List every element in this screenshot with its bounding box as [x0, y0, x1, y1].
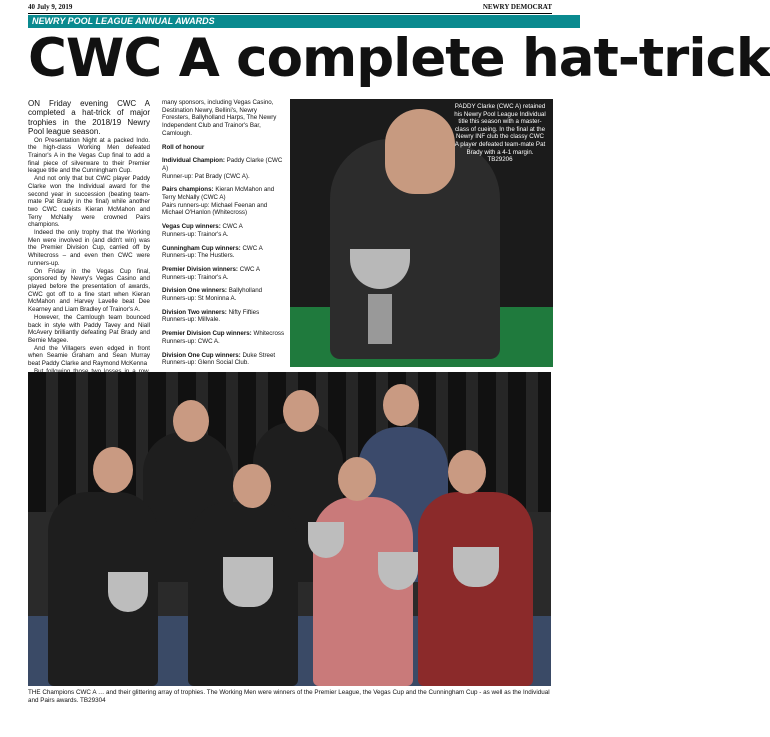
award-label: Vegas Cup winners: — [162, 223, 221, 231]
award-entry — [162, 309, 286, 324]
award-winner: CWC A — [242, 244, 263, 252]
award-entry — [162, 186, 286, 217]
section-banner: NEWRY POOL LEAGUE ANNUAL AWARDS — [28, 15, 580, 28]
headline: CWC A complete hat-trick — [28, 28, 770, 89]
award-label: Division Two winners: — [162, 308, 227, 316]
award-label: Division One winners: — [162, 287, 227, 295]
trophy-icon — [453, 547, 499, 587]
award-runner-up: Runner-up: Pat Brady (CWC A). — [162, 172, 250, 180]
trophy-icon — [108, 572, 148, 612]
paragraph: On Friday in the Vegas Cup final, sponsored by Newry's Vegas Casino and played before the presentation of awards, CWC got off to a fine start when Kieran McMahon and Harvey Lavelle beat Dee Kearney and Liam Bradley of Trainor's A. — [28, 267, 150, 314]
award-label: Cunningham Cup winners: — [162, 244, 241, 252]
paragraph: Indeed the only trophy that the Working Men were involved in (and didn't win) was the Premier Division Cup, carried off by Whitecross – and even then CWC were runners-up. — [28, 229, 150, 267]
team-member-face — [173, 400, 209, 442]
award-runner-up: Pairs runners-up: Michael Feenan and Michael O'Hanlon (Whitecross) — [162, 201, 268, 217]
award-label: Pairs champions: — [162, 186, 214, 194]
photo2-caption: THE Champions CWC A … and their glittering array of trophies. The Working Men were winners of the Premier League, the Vegas Cup and the Cunningham Cup - as well as the Individual and Pairs awards. TB29304 — [28, 689, 550, 704]
award-winner: Paddy Clarke (CWC A) — [162, 157, 283, 172]
paragraph: On Presentation Night at a packed Indo. the high-class Working Men defeated Trainor's A in the Vegas Cup final to add a final piece of silverware to their Premier league title and the Cunningham Cup. — [28, 136, 150, 175]
lead-paragraph: ON Friday evening CWC A completed a hat-trick of major trophies in the 2018/19 Newry Pool league season. — [28, 99, 150, 137]
team-member-face — [383, 384, 419, 426]
team-member — [418, 492, 533, 686]
team-photo — [28, 372, 551, 686]
team-member-face — [93, 447, 133, 493]
award-label: Division One Cup winners: — [162, 351, 241, 359]
award-entry — [162, 330, 286, 345]
team-member-face — [233, 464, 271, 508]
award-entry — [162, 287, 286, 302]
article-column-1 — [28, 99, 150, 369]
award-entry — [162, 266, 286, 281]
team-member-face — [448, 450, 486, 494]
award-winner: CWC A — [239, 265, 261, 273]
award-runner-up: Runners-up: CWC A. — [162, 337, 220, 345]
sponsors-paragraph: many sponsors, including Vegas Casino, Destination Newry, Bellini's, Newry Foresters, Ballyholland Harps, The Newry Independent Club and Trainor's Bar, Camlough. — [162, 99, 277, 137]
article-column-2 — [162, 99, 286, 369]
team-member-face — [338, 457, 376, 501]
award-label: Individual Champion: — [162, 157, 225, 165]
header-rule — [28, 13, 552, 14]
paragraph: And the Villagers even edged in front when Seamie Graham and Sean Murray beat Paddy Clarke and Raymond McKenna — [28, 344, 150, 368]
award-winner: Ballyholland — [228, 287, 263, 295]
award-runner-up: Runners-up: Trainor's A. — [162, 273, 229, 281]
awards-list — [162, 157, 286, 388]
award-winner: Duke Street — [242, 351, 276, 359]
player-head — [385, 109, 455, 194]
award-entry — [162, 352, 286, 367]
award-runner-up: Runners-up: St Moninna A. — [162, 295, 237, 303]
award-entry — [162, 157, 286, 180]
trophy-icon — [308, 522, 344, 558]
award-runner-up: Runners-up: Millvale. — [162, 316, 221, 324]
page-date: 40 July 9, 2019 — [28, 3, 73, 11]
award-entry — [162, 223, 286, 238]
newspaper-name: NEWRY DEMOCRAT — [482, 3, 552, 11]
page-header — [28, 3, 552, 13]
award-entry — [162, 245, 286, 260]
award-runner-up: Runners-up: The Hustlers. — [162, 252, 235, 260]
paragraph: However, the Camlough team bounced back in style with Paddy Tavey and Niall McAvery brilliantly defeating Pat Brady and Bernie Magee. — [28, 313, 150, 344]
award-runner-up: Runners-up: Glenn Social Club. — [162, 359, 250, 367]
trophy-icon — [223, 557, 273, 607]
award-winner: CWC A — [222, 223, 243, 231]
roll-of-honour-title: Roll of honour — [162, 143, 205, 151]
paragraph: And not only that but CWC player Paddy Clarke won the Individual award for the second year in succession (beating team-mate Pat Brady in the final) while another two CWC cueists Kieran McMahon and Terry McNally were crowned Pairs champions. — [28, 175, 150, 229]
award-winner: Kieran McMahon and Terry McNally (CWC A) — [162, 186, 275, 202]
award-winner: Nifty Fifties — [228, 308, 260, 316]
trophy-base — [368, 294, 392, 344]
award-label: Premier Division Cup winners: — [162, 330, 252, 338]
award-label: Premier Division winners: — [162, 265, 238, 273]
award-runner-up: Runners-up: Trainor's A. — [162, 230, 229, 238]
award-winner: Whitecross — [253, 330, 285, 338]
team-member-face — [283, 390, 319, 432]
photo1-caption: PADDY Clarke (CWC A) retained his Newry Pool League Individual title this season with a master-class of cueing. In the final at the Newry INF club the classy CWC A player defeated team-mate Pat Brady with a 4-1 margin. TB29206 — [454, 103, 546, 164]
